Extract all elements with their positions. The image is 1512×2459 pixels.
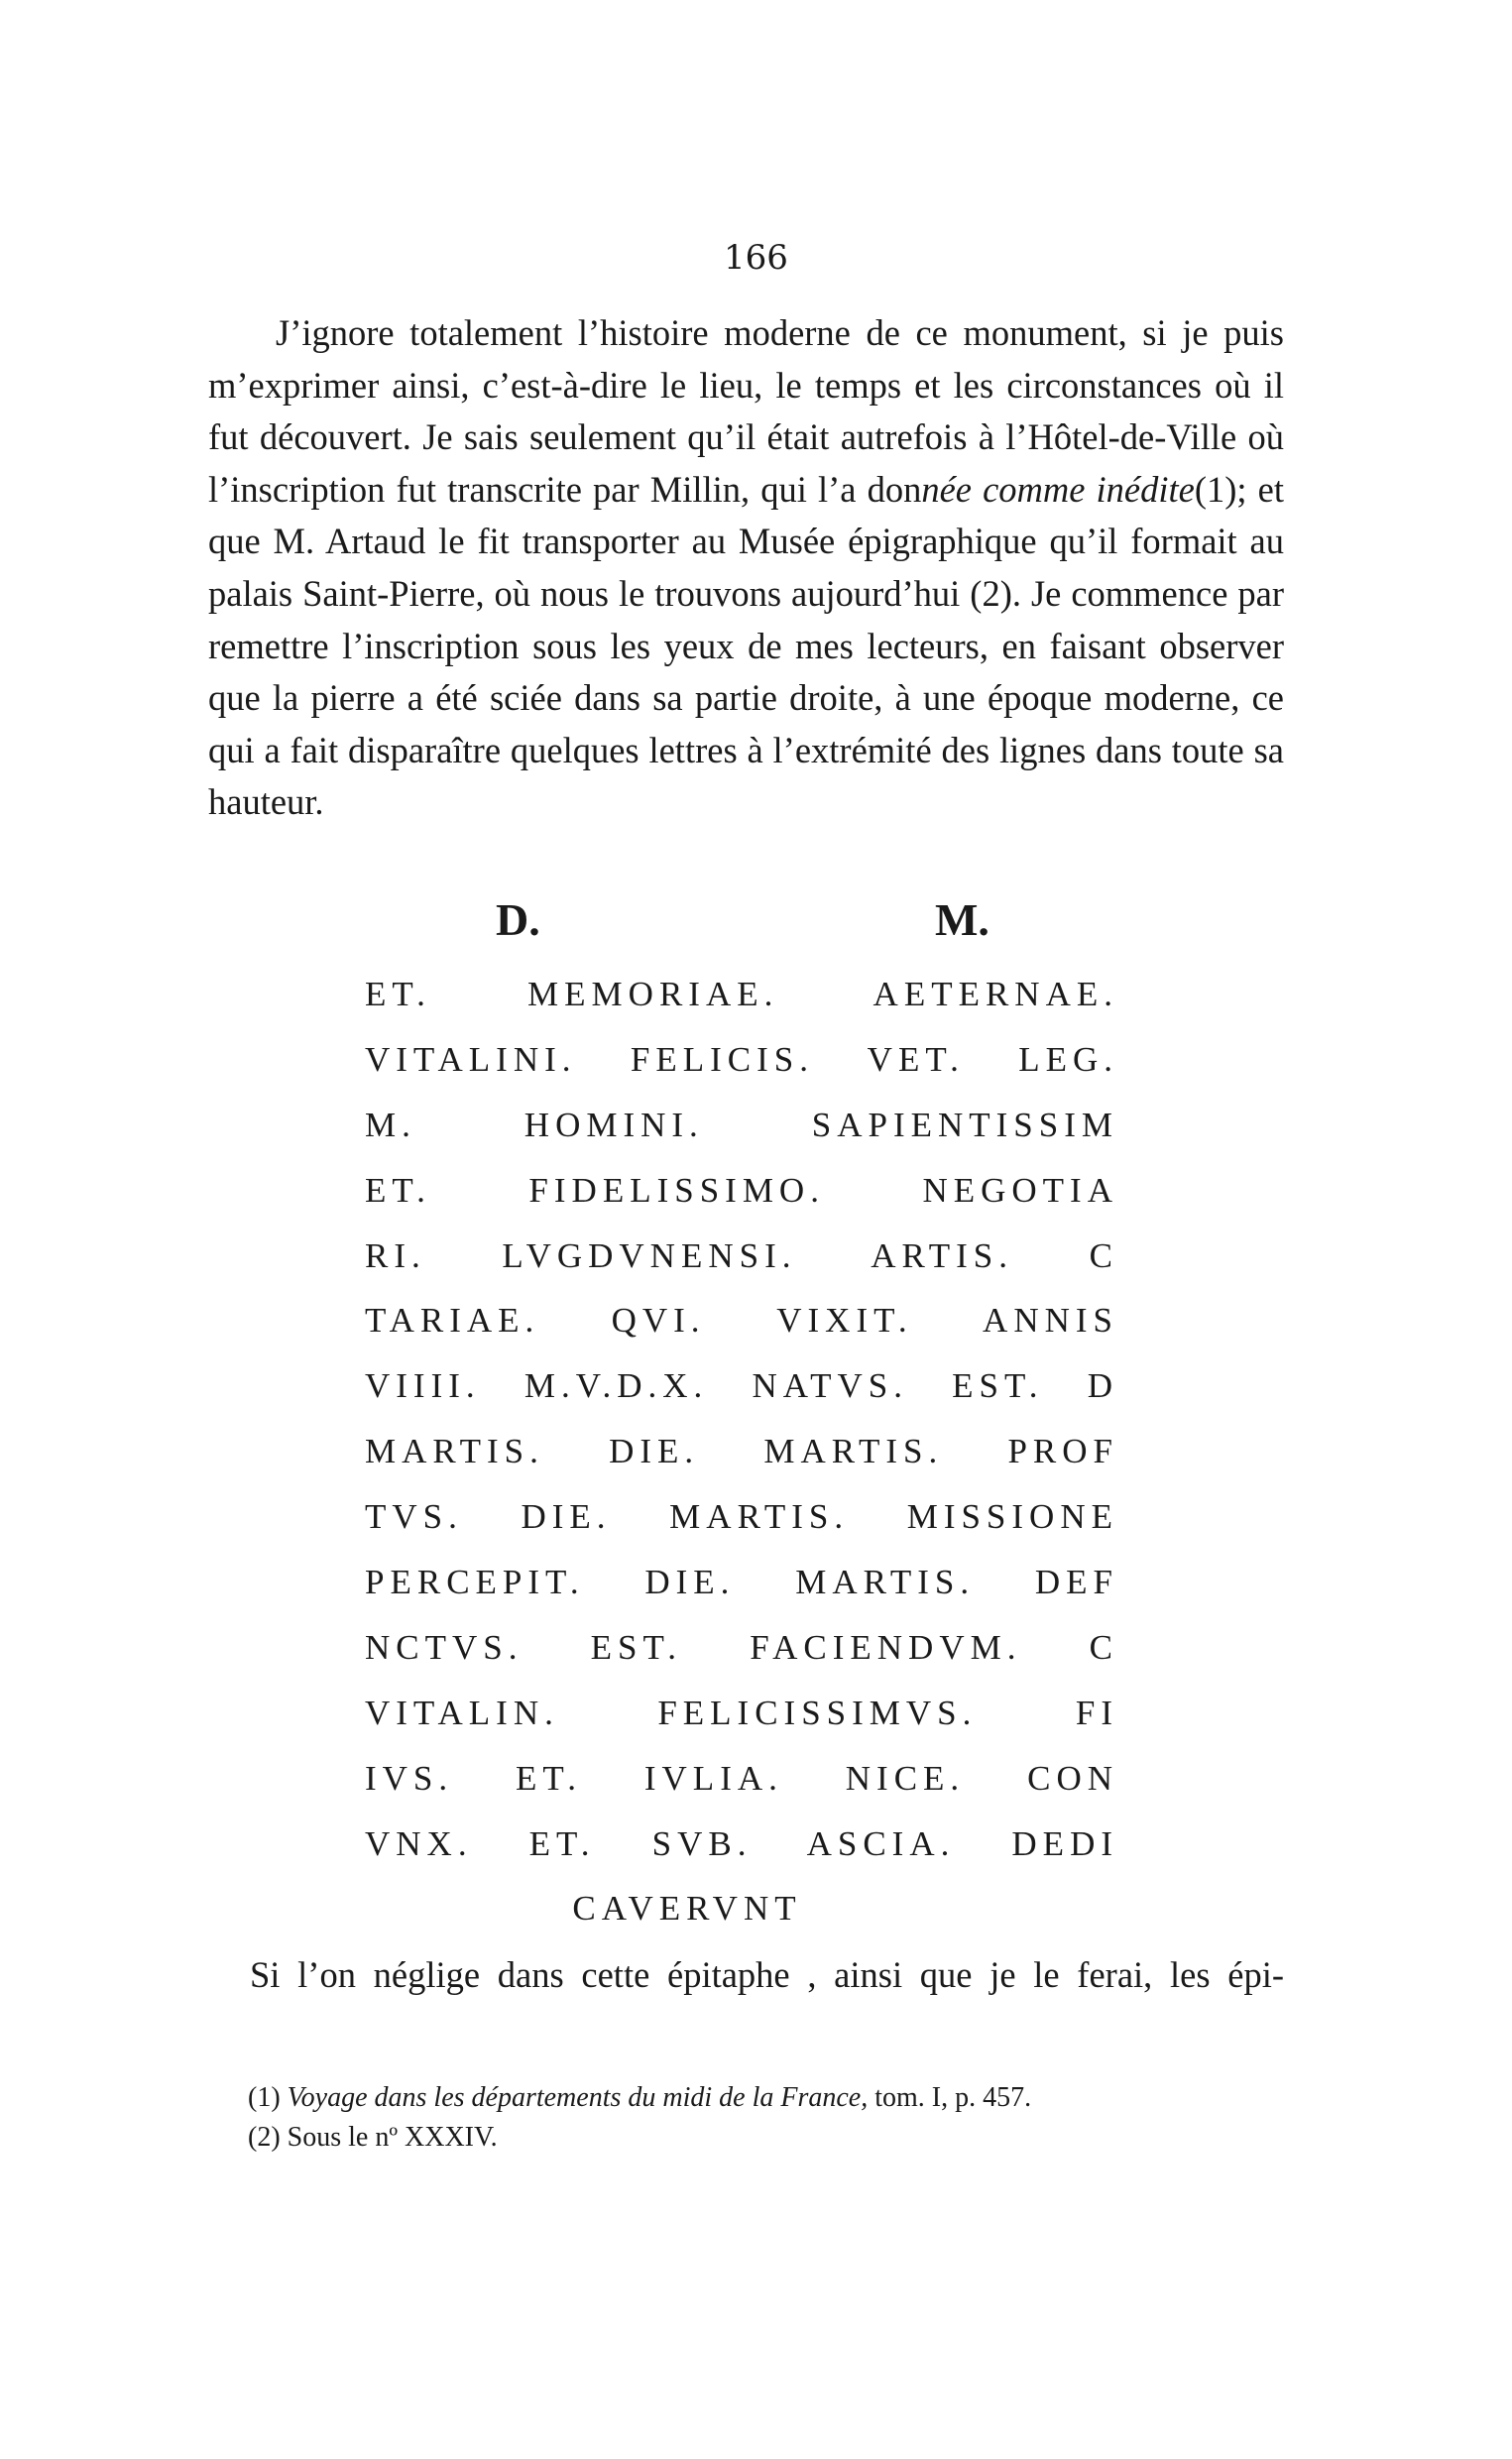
footnote-title: Voyage dans les départements du midi de la France, [287, 2082, 869, 2113]
footnote-marker: (2) [248, 2122, 281, 2153]
page-number: 166 [724, 238, 788, 278]
inscription-line: TVS. DIE. MARTIS. MISSIONE [365, 1497, 1118, 1537]
inscription-heading-m: M. [935, 894, 989, 945]
footnote-text: Sous le nº XXXIV. [287, 2122, 498, 2153]
footnote-2 [248, 2118, 1239, 2158]
inscription-line: IVS. ET. IVLIA. NICE. CON [365, 1758, 1118, 1798]
body-paragraph [208, 307, 1284, 829]
inscription-line: MARTIS. DIE. MARTIS. PROF [365, 1432, 1118, 1471]
inscription-line: VNX. ET. SVB. ASCIA. DEDI [365, 1823, 1118, 1863]
footnote-1 [248, 2078, 1239, 2118]
inscription-line: CAVERVNT [572, 1889, 802, 1929]
inscription-line: NCTVS. EST. FACIENDVM. C [365, 1627, 1118, 1667]
closing-paragraph: Si l’on néglige dans cette épitaphe , ainsi que je le ferai, les épi- [250, 1954, 1284, 1995]
inscription-line: PERCEPIT. DIE. MARTIS. DEF [365, 1563, 1118, 1602]
body-text-italic: née comme inédite [921, 468, 1195, 510]
inscription-text [365, 962, 1118, 1941]
body-text-part2: (1); et que M. Artaud le fit transporter au Musée épigraphique qu’il formait au palais Saint-Pierre, où nous le trouvons aujourd’hui (2). Je commence par remettre l’inscription sous les yeux de mes lecteurs, en faisant observer que la pierre a été sciée dans sa partie droite, à une époque moderne, ce qui a fait disparaître quelques lettres à l’extrémité des lignes dans toute sa hauteur. [208, 468, 1285, 823]
inscription-line: ET. FIDELISSIMO. NEGOTIA [365, 1170, 1118, 1210]
inscription-line: RI. LVGDVNENSI. ARTIS. C [365, 1235, 1118, 1275]
footnotes [248, 2078, 1239, 2158]
inscription-line: VIIII. M.V.D.X. NATVS. EST. D [365, 1366, 1118, 1406]
inscription-line: VITALINI. FELICIS. VET. LEG. [365, 1039, 1118, 1079]
body-text-part1: J’ignore totalement l’histoire moderne de ce monument, si je puis m’exprimer ainsi, c’est-à-dire le lieu, le temps et les circonstances où il fut découvert. Je sais seulement qu’il était autrefois à l’Hôtel-de-Ville où l’inscription fut transcrite par Millin, qui l’a don [208, 312, 1284, 510]
inscription-line: ET. MEMORIAE. AETERNAE. [365, 975, 1118, 1013]
inscription-line: VITALIN. FELICISSIMVS. FI [365, 1693, 1118, 1732]
footnote-marker: (1) [248, 2082, 281, 2113]
inscription-line: M. HOMINI. SAPIENTISSIM [365, 1105, 1118, 1144]
inscription-line: TARIAE. QVI. VIXIT. ANNIS [365, 1301, 1118, 1341]
inscription-heading-d: D. [496, 894, 540, 945]
footnote-text: tom. I, p. 457. [874, 2082, 1032, 2113]
